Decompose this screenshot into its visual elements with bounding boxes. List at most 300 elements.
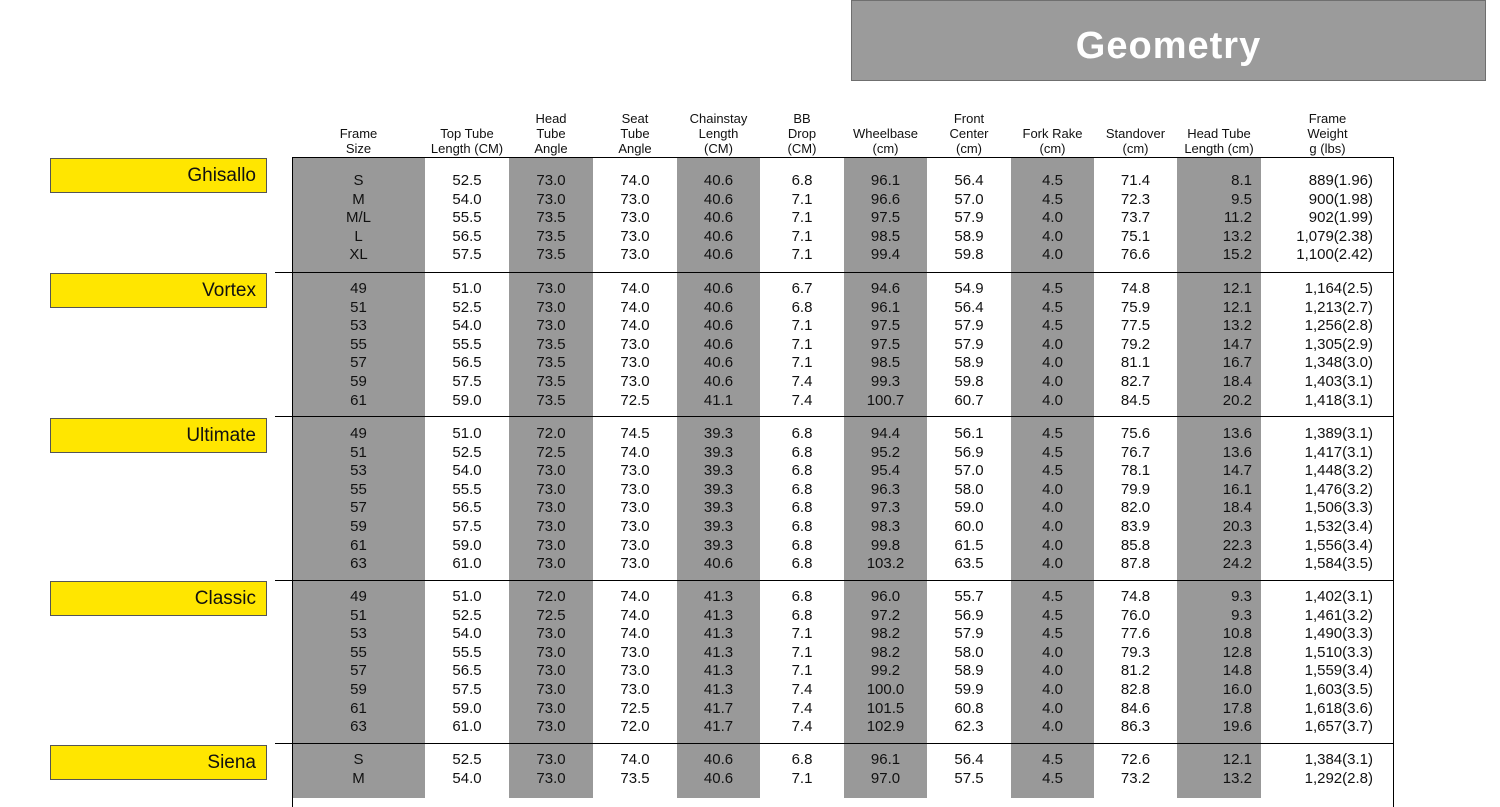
table-cell: S (353, 172, 364, 189)
table-cell: 16.0 (1222, 681, 1252, 698)
table-cell: 4.5 (1042, 606, 1063, 624)
table-cell: 1,256(2.8) (1304, 317, 1373, 335)
table-cell: 97.5 (870, 209, 901, 227)
table-cell: 6.8 (791, 172, 813, 189)
table-cell: 57.9 (954, 625, 984, 643)
table-cell: 40.6 (703, 555, 734, 573)
table-cell: 73.0 (620, 662, 650, 680)
table-cell: 54.9 (954, 280, 984, 297)
table-cell: 12.8 (1222, 643, 1252, 661)
table-cell: 4.5 (1042, 462, 1063, 480)
table-cell: 58.0 (954, 480, 984, 498)
table-cell: 94.4 (870, 425, 901, 442)
table-cell: 73.0 (536, 555, 566, 573)
table-cell: 9.5 (1231, 190, 1252, 208)
group-separator (275, 272, 1394, 273)
table-cell: 1,384(3.1) (1304, 751, 1373, 768)
table-cell: 103.2 (866, 555, 905, 573)
table-cell: 4.0 (1042, 335, 1063, 353)
table-cell: 51.0 (452, 280, 482, 297)
table-cell: 16.1 (1222, 480, 1252, 498)
table-cell: 61.5 (954, 536, 984, 554)
table-cell: 98.2 (870, 625, 901, 643)
table-cell: 73.0 (620, 227, 650, 245)
table-cell: 55.5 (452, 480, 482, 498)
table-cell: 1,618(3.6) (1304, 699, 1373, 717)
group-separator (275, 743, 1394, 744)
table-cell: 7.1 (791, 625, 813, 643)
table-cell: 56.9 (954, 443, 984, 461)
table-cell: 53 (350, 625, 367, 643)
table-cell: 6.8 (791, 751, 813, 768)
table-cell: 4.0 (1042, 643, 1063, 661)
table-cell: 52.5 (452, 298, 482, 316)
table-cell: 79.9 (1120, 480, 1151, 498)
table-cell: 51 (350, 606, 367, 624)
table-cell: 4.0 (1042, 209, 1063, 227)
table-cell: 73.0 (536, 190, 566, 208)
table-cell: 73.0 (536, 625, 566, 643)
table-cell: 4.5 (1042, 769, 1063, 787)
table-cell: 79.3 (1120, 643, 1151, 661)
table-cell: 6.8 (791, 606, 813, 624)
table-cell: 41.3 (703, 643, 734, 661)
table-cell: 57.0 (954, 190, 984, 208)
table-cell: 84.6 (1120, 699, 1151, 717)
title-banner (851, 0, 1486, 81)
table-cell: 7.1 (791, 246, 813, 264)
table-cell: 1,559(3.4) (1304, 662, 1373, 680)
table-cell: 96.1 (870, 751, 901, 768)
table-cell: 96.0 (870, 588, 901, 605)
table-cell: 73.0 (536, 643, 566, 661)
table-cell: 1,213(2.7) (1304, 298, 1373, 316)
table-cell: 58.0 (954, 643, 984, 661)
table-cell: 56.5 (452, 499, 482, 517)
table-cell: 12.1 (1222, 751, 1252, 768)
table-cell: 40.6 (703, 354, 734, 372)
table-cell: 56.1 (954, 425, 984, 442)
table-cell: 72.3 (1120, 190, 1151, 208)
table-cell: 61 (350, 536, 367, 554)
table-cell: 6.8 (791, 462, 813, 480)
table-cell: 1,461(3.2) (1304, 606, 1373, 624)
page-title: Geometry (1075, 25, 1262, 67)
table-cell: 13.6 (1222, 443, 1252, 461)
table-cell: 6.8 (791, 298, 813, 316)
table-cell: 74.0 (620, 172, 650, 189)
table-cell: 40.6 (703, 373, 734, 390)
table-cell: 95.2 (870, 443, 901, 461)
table-cell: 4.0 (1042, 718, 1063, 736)
table-cell: 100.0 (866, 681, 905, 698)
table-cell: 100.7 (866, 391, 905, 409)
table-cell: 78.1 (1120, 462, 1151, 480)
table-cell: 73.0 (536, 518, 566, 535)
model-label: Ultimate (50, 418, 267, 453)
table-cell: 72.6 (1120, 751, 1151, 768)
table-cell: 55 (350, 335, 367, 353)
table-cell: 1,657(3.7) (1304, 718, 1373, 736)
column-header: Seat Tube Angle (618, 111, 652, 156)
group-separator (275, 416, 1394, 417)
table-cell: 51.0 (452, 425, 482, 442)
table-cell: 73.5 (536, 209, 566, 227)
table-cell: 56.4 (954, 172, 984, 189)
table-cell: 39.3 (703, 462, 734, 480)
table-cell: 13.2 (1222, 769, 1252, 787)
table-cell: 4.5 (1042, 625, 1063, 643)
table-cell: 41.3 (703, 588, 734, 605)
table-cell: 1,448(3.2) (1304, 462, 1373, 480)
table-cell: 1,584(3.5) (1304, 555, 1373, 573)
table-cell: 7.1 (791, 209, 813, 227)
table-cell: 17.8 (1222, 699, 1252, 717)
table-cell: 59 (350, 518, 367, 535)
table-cell: 4.0 (1042, 480, 1063, 498)
table-cell: 73.5 (536, 246, 566, 264)
table-cell: 6.8 (791, 555, 813, 573)
table-cell: 4.0 (1042, 354, 1063, 372)
table-cell: 73.0 (620, 246, 650, 264)
table-cell: 4.5 (1042, 280, 1063, 297)
table-cell: 82.8 (1120, 681, 1151, 698)
column-header: BB Drop (CM) (787, 111, 817, 156)
table-cell: 4.5 (1042, 317, 1063, 335)
table-cell: 72.5 (536, 443, 566, 461)
table-cell: 889(1.96) (1308, 172, 1373, 189)
table-cell: M/L (345, 209, 371, 227)
table-cell: M (352, 769, 365, 787)
table-cell: 13.6 (1222, 425, 1252, 442)
table-cell: 1,510(3.3) (1304, 643, 1373, 661)
table-cell: 96.6 (870, 190, 901, 208)
table-cell: 7.1 (791, 643, 813, 661)
table-cell: 6.8 (791, 518, 813, 535)
table-cell: 72.5 (620, 699, 650, 717)
table-cell: 63.5 (954, 555, 984, 573)
table-cell: 59.9 (954, 681, 984, 698)
table-cell: 4.5 (1042, 751, 1063, 768)
table-cell: 59.0 (954, 499, 984, 517)
table-cell: 73.0 (620, 518, 650, 535)
table-cell: 1,532(3.4) (1304, 518, 1373, 535)
table-cell: M (352, 190, 365, 208)
table-cell: 19.6 (1222, 718, 1252, 736)
table-cell: 73.0 (620, 373, 650, 390)
table-cell: 57.5 (452, 518, 482, 535)
table-cell: 97.0 (870, 769, 901, 787)
table-cell: 55.5 (452, 335, 482, 353)
table-cell: 24.2 (1222, 555, 1252, 573)
table-cell: 57.9 (954, 317, 984, 335)
table-cell: 52.5 (452, 751, 482, 768)
table-cell: 56.5 (452, 662, 482, 680)
table-cell: 4.5 (1042, 443, 1063, 461)
table-cell: 1,418(3.1) (1304, 391, 1373, 409)
table-cell: 7.1 (791, 317, 813, 335)
table-cell: 74.0 (620, 588, 650, 605)
table-cell: 59.0 (452, 391, 482, 409)
table-cell: 73.0 (536, 298, 566, 316)
table-cell: 98.2 (870, 643, 901, 661)
table-cell: 73.0 (620, 190, 650, 208)
table-cell: 40.6 (703, 335, 734, 353)
table-cell: 40.6 (703, 190, 734, 208)
table-cell: 73.7 (1120, 209, 1151, 227)
table-cell: 4.0 (1042, 499, 1063, 517)
table-cell: 6.8 (791, 443, 813, 461)
table-cell: 59.0 (452, 536, 482, 554)
table-cell: 4.0 (1042, 681, 1063, 698)
table-cell: 41.7 (703, 718, 734, 736)
table-cell: 1,348(3.0) (1304, 354, 1373, 372)
table-cell: 59 (350, 681, 367, 698)
column-header: Head Tube Angle (534, 111, 568, 156)
table-cell: 73.5 (536, 354, 566, 372)
table-cell: 4.0 (1042, 699, 1063, 717)
table-cell: 72.0 (536, 588, 566, 605)
table-cell: 53 (350, 317, 367, 335)
table-cell: S (353, 751, 364, 768)
table-cell: 4.5 (1042, 298, 1063, 316)
table-cell: 57 (350, 354, 367, 372)
table-cell: 73.0 (536, 662, 566, 680)
table-cell: 74.8 (1120, 280, 1151, 297)
table-cell: 12.1 (1222, 298, 1252, 316)
table-cell: 56.4 (954, 751, 984, 768)
table-cell: 54.0 (452, 462, 482, 480)
table-cell: 71.4 (1120, 172, 1151, 189)
table-cell: 74.8 (1120, 588, 1151, 605)
table-cell: 60.8 (954, 699, 984, 717)
table-cell: 7.1 (791, 335, 813, 353)
table-cell: 4.0 (1042, 536, 1063, 554)
table-cell: 41.3 (703, 662, 734, 680)
table-cell: 96.3 (870, 480, 901, 498)
table-cell: 7.4 (791, 718, 813, 736)
table-cell: 1,164(2.5) (1304, 280, 1373, 297)
table-cell: 73.2 (1120, 769, 1151, 787)
table-cell: 40.6 (703, 298, 734, 316)
table-cell: 41.3 (703, 681, 734, 698)
table-cell: 98.5 (870, 354, 901, 372)
table-cell: 20.3 (1222, 518, 1252, 535)
table-cell: 54.0 (452, 769, 482, 787)
table-cell: 57.0 (954, 462, 984, 480)
table-cell: 72.0 (536, 425, 566, 442)
table-cell: 73.5 (536, 227, 566, 245)
table-cell: 7.4 (791, 373, 813, 390)
table-cell: 1,476(3.2) (1304, 480, 1373, 498)
table-cell: 76.6 (1120, 246, 1151, 264)
column-header: Fork Rake (cm) (1022, 126, 1083, 156)
table-cell: 94.6 (870, 280, 901, 297)
table-cell: 73.0 (620, 480, 650, 498)
table-cell: 6.8 (791, 536, 813, 554)
model-label: Siena (50, 745, 267, 780)
table-cell: 55.7 (954, 588, 984, 605)
table-cell: 1,079(2.38) (1296, 227, 1373, 245)
table-cell: 1,305(2.9) (1304, 335, 1373, 353)
table-cell: 60.7 (954, 391, 984, 409)
table-cell: 39.3 (703, 425, 734, 442)
table-cell: 73.0 (620, 462, 650, 480)
table-cell: 10.8 (1222, 625, 1252, 643)
table-cell: 6.8 (791, 588, 813, 605)
table-cell: 57.9 (954, 209, 984, 227)
table-cell: 57.5 (452, 373, 482, 390)
table-cell: 12.1 (1222, 280, 1252, 297)
table-cell: 85.8 (1120, 536, 1151, 554)
table-cell: 73.0 (620, 643, 650, 661)
table-cell: 73.0 (620, 536, 650, 554)
table-cell: 1,556(3.4) (1304, 536, 1373, 554)
table-cell: 16.7 (1222, 354, 1252, 372)
table-cell: 1,403(3.1) (1304, 373, 1373, 390)
table-cell: 49 (350, 425, 367, 442)
table-cell: 75.9 (1120, 298, 1151, 316)
column-header: Wheelbase (cm) (852, 126, 919, 156)
model-label: Classic (50, 581, 267, 616)
table-cell: 14.7 (1222, 335, 1252, 353)
table-cell: 73.0 (536, 699, 566, 717)
column-header: Front Center (cm) (949, 111, 989, 156)
table-cell: 56.5 (452, 354, 482, 372)
table-cell: 59 (350, 373, 367, 390)
table-cell: 51.0 (452, 588, 482, 605)
table-cell: 99.3 (870, 373, 901, 390)
table-cell: 55.5 (452, 209, 482, 227)
table-cell: 9.3 (1231, 606, 1252, 624)
table-cell: 51 (350, 443, 367, 461)
table-cell: 13.2 (1222, 227, 1252, 245)
column-header: Frame Weight g (lbs) (1307, 111, 1348, 156)
table-cell: 57.9 (954, 335, 984, 353)
table-cell: 4.0 (1042, 662, 1063, 680)
table-cell: 81.1 (1120, 354, 1151, 372)
table-cell: L (354, 227, 363, 245)
table-cell: 51 (350, 298, 367, 316)
table-cell: 73.0 (620, 555, 650, 573)
table-cell: 57 (350, 499, 367, 517)
table-cell: 73.5 (536, 391, 566, 409)
table-cell: 1,292(2.8) (1304, 769, 1373, 787)
table-cell: 4.0 (1042, 227, 1063, 245)
table-cell: 73.0 (536, 462, 566, 480)
table-cell: 84.5 (1120, 391, 1151, 409)
table-cell: 39.3 (703, 518, 734, 535)
table-cell: 82.0 (1120, 499, 1151, 517)
table-cell: 74.0 (620, 280, 650, 297)
table-cell: 61 (350, 391, 367, 409)
table-cell: 39.3 (703, 480, 734, 498)
table-cell: 41.3 (703, 606, 734, 624)
table-cell: 1,603(3.5) (1304, 681, 1373, 698)
table-cell: 72.5 (620, 391, 650, 409)
table-cell: 96.1 (870, 172, 901, 189)
table-cell: 52.5 (452, 443, 482, 461)
table-cell: 40.6 (703, 246, 734, 264)
table-cell: 8.1 (1231, 172, 1252, 189)
table-cell: 6.8 (791, 480, 813, 498)
table-cell: 58.9 (954, 662, 984, 680)
table-cell: 73.0 (536, 718, 566, 736)
table-cell: 74.0 (620, 625, 650, 643)
table-cell: 101.5 (866, 699, 905, 717)
table-cell: 73.0 (536, 751, 566, 768)
table-cell: 74.0 (620, 317, 650, 335)
table-cell: 73.0 (536, 499, 566, 517)
table-cell: 40.6 (703, 172, 734, 189)
table-cell: 39.3 (703, 499, 734, 517)
table-cell: 99.8 (870, 536, 901, 554)
table-cell: 39.3 (703, 443, 734, 461)
table-cell: 77.5 (1120, 317, 1151, 335)
column-header: Head Tube Length (cm) (1184, 126, 1254, 156)
table-cell: 102.9 (866, 718, 905, 736)
table-cell: 99.2 (870, 662, 901, 680)
table-cell: 40.6 (703, 209, 734, 227)
table-cell: 73.0 (620, 354, 650, 372)
table-cell: 61.0 (452, 555, 482, 573)
table-cell: 62.3 (954, 718, 984, 736)
table-cell: 49 (350, 280, 367, 297)
table-cell: 73.5 (536, 373, 566, 390)
table-cell: 83.9 (1120, 518, 1151, 535)
table-cell: 52.5 (452, 172, 482, 189)
table-cell: 7.4 (791, 681, 813, 698)
table-cell: 14.8 (1222, 662, 1252, 680)
table-cell: 55 (350, 480, 367, 498)
table-cell: 56.9 (954, 606, 984, 624)
table-cell: 73.5 (536, 335, 566, 353)
table-cell: 63 (350, 718, 367, 736)
table-cell: 97.5 (870, 317, 901, 335)
table-cell: 74.0 (620, 298, 650, 316)
table-cell: 7.1 (791, 662, 813, 680)
table-cell: 6.7 (791, 280, 813, 297)
table-cell: 7.1 (791, 190, 813, 208)
table-cell: 55 (350, 643, 367, 661)
table-cell: 20.2 (1222, 391, 1252, 409)
table-cell: 56.5 (452, 227, 482, 245)
table-cell: 74.0 (620, 606, 650, 624)
table-cell: 73.5 (620, 769, 650, 787)
table-cell: 4.0 (1042, 555, 1063, 573)
table-cell: 74.5 (620, 425, 650, 442)
table-cell: 4.0 (1042, 246, 1063, 264)
table-cell: 18.4 (1222, 373, 1252, 390)
table-cell: 57 (350, 662, 367, 680)
table-cell: 902(1.99) (1308, 209, 1373, 227)
table-cell: 77.6 (1120, 625, 1151, 643)
table-cell: 76.7 (1120, 443, 1151, 461)
table-cell: 1,402(3.1) (1304, 588, 1373, 605)
group-separator (275, 580, 1394, 581)
table-cell: 61.0 (452, 718, 482, 736)
table-cell: 59.8 (954, 246, 984, 264)
table-cell: 73.0 (536, 280, 566, 297)
table-cell: 41.7 (703, 699, 734, 717)
table-cell: 7.1 (791, 227, 813, 245)
table-cell: 40.6 (703, 227, 734, 245)
table-cell: 73.0 (536, 480, 566, 498)
table-cell: 40.6 (703, 769, 734, 787)
table-cell: 97.2 (870, 606, 901, 624)
table-cell: 59.0 (452, 699, 482, 717)
table-cell: 4.5 (1042, 588, 1063, 605)
